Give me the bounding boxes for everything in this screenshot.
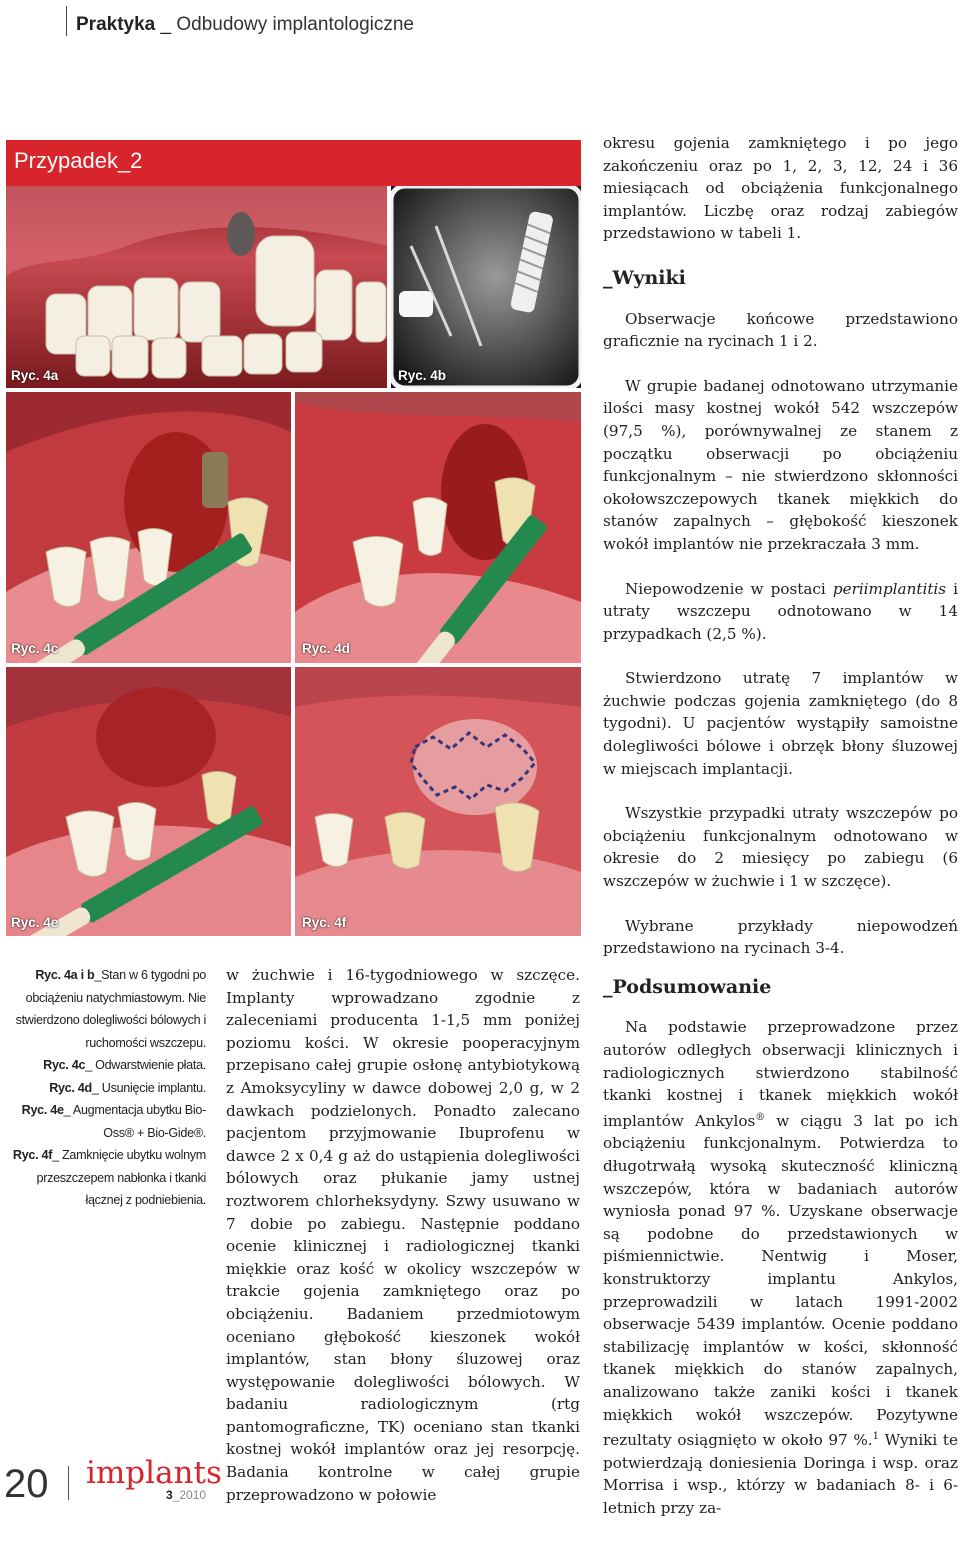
heading-podsumowanie: _Podsumowanie bbox=[603, 975, 772, 998]
caption-text-4c: _ Odwarstwienie płata. bbox=[85, 1058, 206, 1072]
heading-wyniki: _Wyniki bbox=[603, 266, 686, 289]
caption-label-4f: Ryc. 4f bbox=[12, 1148, 53, 1162]
page-number: 20 bbox=[4, 1462, 49, 1506]
photo-4a bbox=[6, 186, 387, 388]
figure-label-4c: Ryc. 4c bbox=[11, 641, 59, 656]
middle-column bbox=[226, 964, 580, 1528]
photo-4c bbox=[6, 392, 291, 663]
issue-number: 3_2010 bbox=[166, 1488, 207, 1502]
figure-label-4b: Ryc. 4b bbox=[398, 368, 447, 383]
paragraph-przyklady: Wybrane przykłady niepowodzeń przedstawiono na rycinach 3-4. bbox=[603, 916, 958, 958]
figure-label-4e: Ryc. 4e bbox=[11, 915, 59, 930]
figure-caption bbox=[6, 964, 206, 1212]
right-column bbox=[603, 132, 958, 1542]
magazine-logo: implants bbox=[86, 1455, 222, 1491]
footer-rule bbox=[68, 1466, 69, 1500]
caption-text-4d: _ Usunięcie implantu. bbox=[91, 1080, 206, 1095]
photo-4d bbox=[295, 392, 581, 663]
header-separator: _ bbox=[155, 14, 177, 35]
caption-label-4d: Ryc. 4d bbox=[49, 1080, 92, 1095]
paragraph-masa-kostna: W grupie badanej odnotowano utrzymanie ilości masy kostnej wokół 542 wszczepów (97,5 %), porównywalnej ze stanem z początku obserwacji po obciążeniu funkcjonalnym – nie stwierdzono skłonności okołowszczepowych tkanek miękkich do stanów zapalnych – głębokość kieszonek wokół implantów nie przekraczała 3 mm. bbox=[603, 376, 958, 553]
caption-text-4f: _ Zamknięcie ubytku wolnym przeszczepem nabłonka i tkanki łącznej z podniebienia. bbox=[36, 1148, 206, 1207]
case-title: Przypadek_2 bbox=[14, 148, 143, 173]
figure-label-4a: Ryc. 4a bbox=[11, 368, 59, 383]
running-header bbox=[76, 14, 414, 36]
paragraph-podsumowanie: Na podstawie przeprowadzone przez autorów odległych obserwacji klinicznych i radiologicznych stwierdzono stabilność tkanki kostnej i tkanek miękkich wokół implantów Ankylos® w ciągu 3 lat po ich obciążeniu funkcjonalnym. Potwierdza to długotrwałą wysoką skuteczność kliniczną wszczepów, która w badaniach autorów wyniosła ponad 97 %. Uzyskane obserwacje są podobne do przedstawionych w piśmiennictwie. Nentwig i Moser, konstruktorzy implantu Ankylos, przeprowadzili w latach 1991-2002 obserwacje 5439 implantów. Ocenie poddano stabilizację implantów w kości, skłonność tkanek miękkich do stanów zapalnych, analizowano także zaniki kości i tkanek miękkich wokół wszczepów. Pozytywne rezultaty osiągnięto w około 97 %.$^1$ Wyniki te potwierdzają doniesienia Doringa i wsp. oraz Morrisa i wsp., którzy w badaniach 8- i 6-letnich przy za- bbox=[603, 1018, 959, 1517]
photo-4b bbox=[391, 186, 581, 388]
paragraph-tabela: okresu gojenia zamkniętego i po jego zakończeniu oraz po 1, 2, 3, 12, 24 i 36 miesiącach od obciążenia funkcjonalnego implantów. Liczbę oraz rodzaj zabiegów przedstawiono w tabeli 1. bbox=[603, 134, 958, 243]
figure-label-4d: Ryc. 4d bbox=[302, 641, 351, 656]
paragraph-obserwacje: Obserwacje końcowe przedstawiono graficznie na rycinach 1 i 2. bbox=[603, 309, 958, 351]
caption-text-4e: _ Augmentacja ubytku Bio-Oss® + Bio-Gide®. bbox=[63, 1103, 206, 1140]
photo-4f bbox=[295, 667, 581, 936]
caption-label-4c: Ryc. 4c bbox=[43, 1058, 86, 1072]
paragraph-niepowodzenie: Niepowodzenie w postaci periimplantitis i utraty wszczepu odnotowano w 14 przypadkach (2,5 %). bbox=[603, 579, 958, 643]
middle-column-text: w żuchwie i 16-tygodniowego w szczęce. Implanty wprowadzano zgodnie z zaleceniami producenta 1-1,5 mm poniżej poziomu kości. W okresie pooperacyjnym przepisano całej grupie osłonę antybiotykową z Amoksycyliny w dawce dobowej 2,0 g, w 2 dawkach podzielonych. Ponadto zalecano pacjentom przyjmowanie Ibuprofenu w dawce 2 x 0,4 g aż do ustąpienia dolegliwości bólowych oraz płukanie jamy ustnej roztworem chlorheksydyny. Szwy usuwano w 7 dobie po zabiegu. Następnie poddano ocenie klinicznej i radiologicznej tkanki miękkie oraz kość w okolicy wszczepów w trakcie gojenia zamkniętego oraz po obciążeniu. Badaniem przedmiotowym oceniano głębokość kieszonek wokół implantów, stan błony śluzowej oraz występowanie dolegliwości bólowych. W badaniu radiologicznym (rtg pantomograficzne, TK) oceniano stan tkanki kostnej wokół implantów oraz jej resorpcję. Badania kontrolne w całej grupie przeprowadzono w połowie bbox=[226, 966, 580, 1504]
paragraph-utrata-zuchwa: Stwierdzono utratę 7 implantów w żuchwie podczas gojenia zamkniętego (do 8 tygodni). U pacjentów wystąpiły samoistne dolegliwości bólowe i obrzęk błony śluzowej w miejscach implantacji. bbox=[603, 669, 958, 778]
header-rule bbox=[66, 6, 67, 36]
caption-label-4ab: Ryc. 4a i b bbox=[35, 968, 95, 982]
header-topic: Odbudowy implantologiczne bbox=[176, 14, 414, 35]
term-periimplantitis: periimplantitis bbox=[832, 579, 947, 598]
header-section: Praktyka bbox=[76, 14, 156, 35]
paragraph-utrata-obciazenie: Wszystkie przypadki utraty wszczepów po obciążeniu funkcjonalnym odnotowano w okresie do 2 miesięcy po zabiegu (6 wszczepów w żuchwie i 1 w szczęce). bbox=[603, 804, 958, 891]
caption-text-4ab: _Stan w 6 tygodni po obciążeniu natychmiastowym. Nie stwierdzono dolegliwości bólowych i ruchomości wszczepu. bbox=[15, 968, 206, 1050]
figure-label-4f: Ryc. 4f bbox=[302, 915, 347, 930]
photo-4e bbox=[6, 667, 291, 936]
caption-label-4e: Ryc. 4e bbox=[21, 1103, 64, 1117]
